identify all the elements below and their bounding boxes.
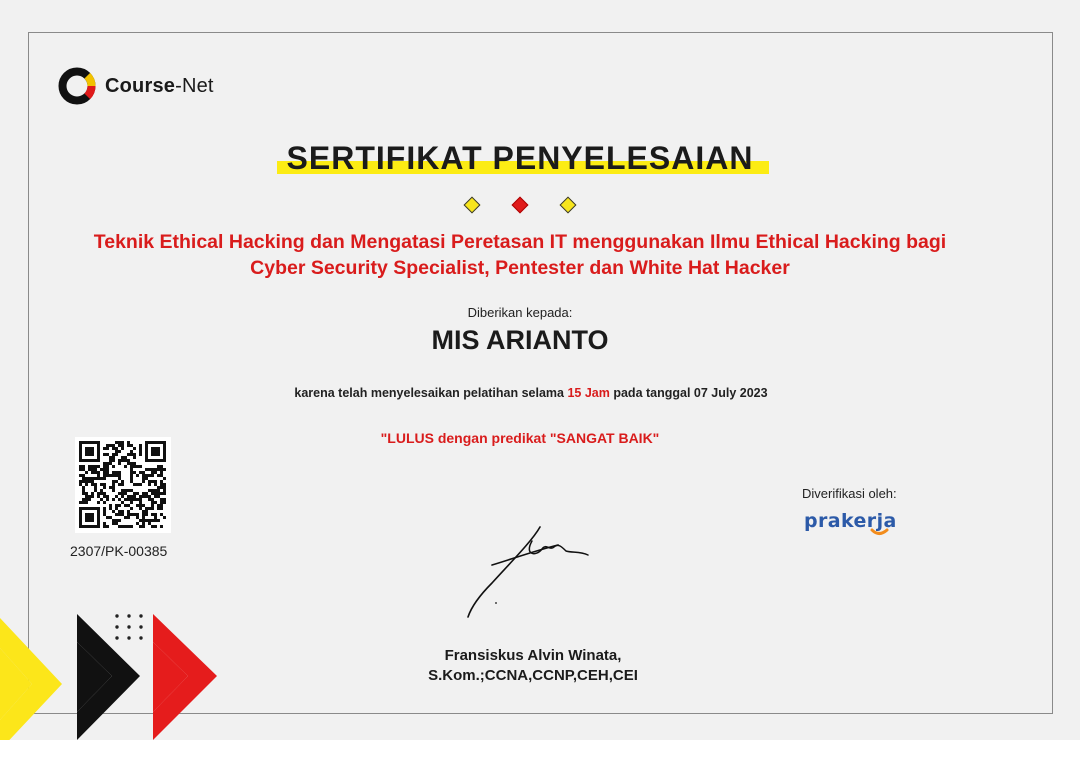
brand-name: Course-Net — [105, 74, 214, 97]
recipient-name: MIS ARIANTO — [431, 325, 609, 355]
predikat-text: "LULUS dengan predikat "SANGAT BAIK" — [380, 430, 660, 446]
verified-by-label: Diverifikasi oleh: — [802, 486, 897, 501]
certificate-title: SERTIFIKAT PENYELESAIAN — [279, 140, 762, 177]
red-diamond-icon — [512, 197, 529, 214]
qr-code-icon — [75, 437, 171, 533]
training-hours: 15 Jam — [567, 386, 610, 400]
certificate-id: 2307/PK-00385 — [70, 543, 168, 559]
signer-name: Fransiskus Alvin Winata, — [444, 647, 622, 664]
prakerja-logo — [804, 506, 914, 545]
signer-title: S.Kom.;CCNA,CCNP,CEH,CEI — [428, 667, 638, 684]
bottom-margin — [0, 740, 1080, 764]
course-net-ring-icon — [57, 66, 97, 106]
course-title: Teknik Ethical Hacking dan Mengatasi Peretasan IT menggunakan Ilmu Ethical Hacking bagi Cyber Security Specialist, Pentester dan White Hat Hacker — [93, 231, 947, 279]
completion-detail: karena telah menyelesaikan pelatihan selama 15 Jam pada tanggal 07 July 2023 — [294, 386, 768, 400]
signature-icon — [462, 521, 602, 621]
prakerja-wordmark: prakerja — [804, 510, 897, 532]
yellow-diamond-icon — [560, 197, 577, 214]
course-net-logo — [57, 66, 214, 106]
given-to-label: Diberikan kepada: — [467, 305, 573, 320]
decorative-diamonds — [463, 199, 583, 213]
yellow-diamond-icon — [464, 197, 481, 214]
chevron-arrows-icon — [0, 600, 230, 750]
